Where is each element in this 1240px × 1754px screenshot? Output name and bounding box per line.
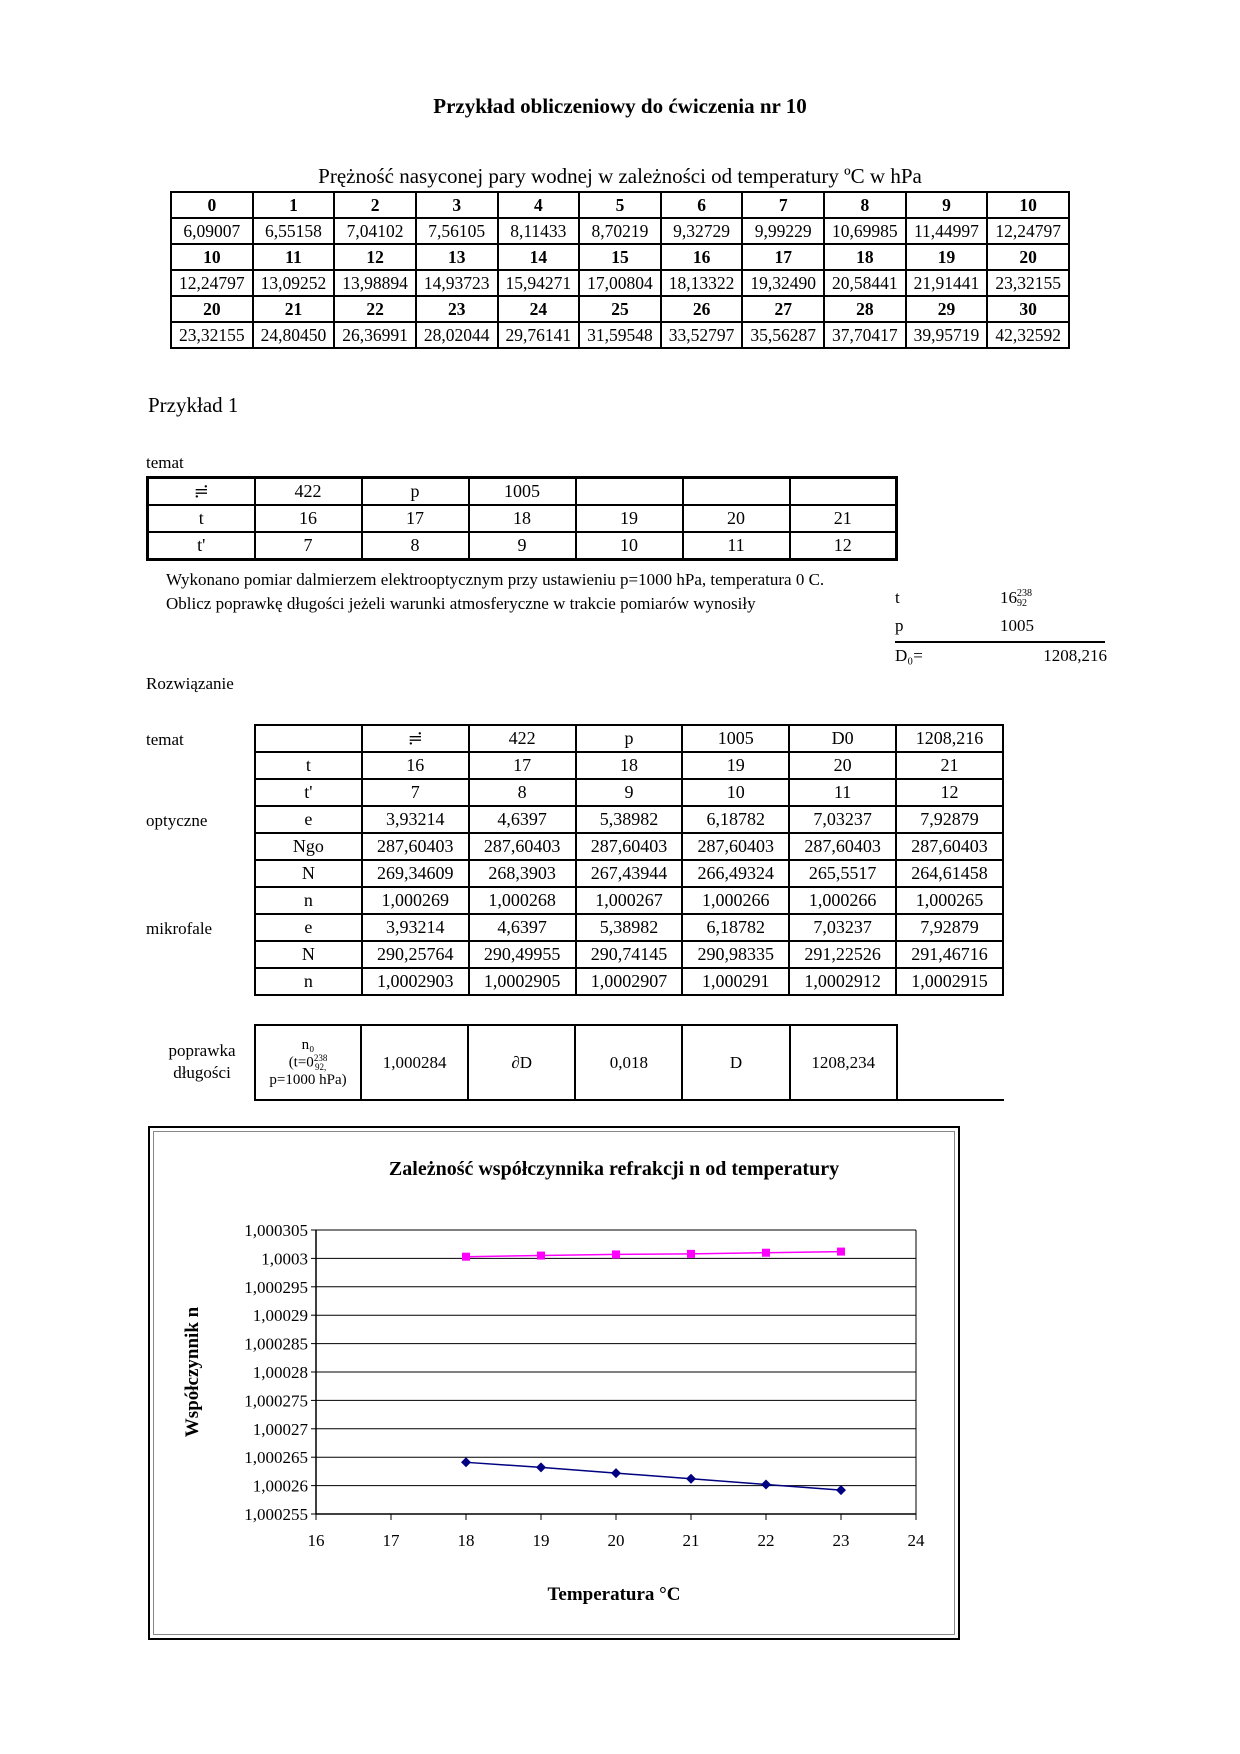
vapor-cell: 16 [661,244,743,270]
sol-cell: 7 [362,779,469,806]
sol-cell: n [255,887,362,914]
y-tick-label: 1,00027 [252,1419,308,1439]
ex1-cell: 7 [255,532,362,560]
ex1-row [148,478,897,506]
vapor-cell: 4 [498,192,580,218]
vapor-cell: 42,32592 [987,322,1069,348]
vapor-cell: 35,56287 [742,322,824,348]
sol-cell: p [576,725,683,752]
ex1-cell: p [362,478,469,506]
sol-cell: 5,38982 [576,914,683,941]
sol-cell: 1,0002912 [789,968,896,995]
sol-cell: 1,000268 [469,887,576,914]
x-axis-label: Temperatura °C [547,1584,681,1605]
vapor-cell: 6,55158 [253,218,335,244]
sol-cell: 4,6397 [469,806,576,833]
sol-cell: Ngo [255,833,362,860]
vapor-cell: 7 [742,192,824,218]
vapor-cell: 27 [742,296,824,322]
series-0-point [611,1468,621,1478]
side-d0-value: 1208,216 [1043,646,1107,665]
sol-cell: 8 [469,779,576,806]
vapor-cell: 20,58441 [824,270,906,296]
vapor-cell: 20 [987,244,1069,270]
poprawka-cell-n0-value: 1,000284 [361,1025,468,1100]
vapor-cell: 8,70219 [579,218,661,244]
sol-cell: 422 [469,725,576,752]
ex1-cell: 8 [362,532,469,560]
y-tick-label: 1,000285 [244,1334,308,1354]
y-tick-label: 1,000265 [244,1448,308,1468]
poprawka-cell-D-label: D [682,1025,789,1100]
sol-cell: 1208,216 [896,725,1003,752]
vapor-cell: 8,11433 [498,218,580,244]
sol-cell: 1,0002907 [576,968,683,995]
ex1-cell: 11 [683,532,790,560]
sol-cell: 1,000291 [682,968,789,995]
series-1-point [537,1252,545,1260]
vapor-cell: 11,44997 [906,218,988,244]
sol-cell: 12 [896,779,1003,806]
refraction-chart [150,1128,958,1638]
vapor-cell: 3 [416,192,498,218]
sol-cell: 6,18782 [682,914,789,941]
series-0-point [836,1485,846,1495]
ex1-row [148,532,897,560]
poprawka-cell-D-value: 1208,234 [790,1025,897,1100]
optyczne-label: optyczne [146,811,208,830]
series-1-line [466,1252,841,1257]
poprawka-table [254,1024,1004,1101]
ex1-cell: 20 [683,505,790,532]
sol-cell: 287,60403 [469,833,576,860]
y-tick-label: 1,00026 [252,1476,308,1496]
vapor-cell: 18 [824,244,906,270]
vapor-row [171,296,1069,322]
vapor-cell: 10 [171,244,253,270]
n0-cond1: (t=0 [288,1053,314,1070]
chart-title: Zależność współczynnika refrakcji n od temperatury [388,1158,840,1180]
vapor-cell: 6 [661,192,743,218]
vapor-cell: 19,32490 [742,270,824,296]
ex1-cell: 422 [255,478,362,506]
sol-row [255,887,1003,914]
sol-row [255,806,1003,833]
ex1-cell [576,478,683,506]
sol-cell: 4,6397 [469,914,576,941]
sol-row [255,860,1003,887]
vapor-cell: 24,80450 [253,322,335,348]
vapor-cell: 15 [579,244,661,270]
poprawka-label: poprawka długości [168,1041,236,1082]
sol-cell: 7,92879 [896,806,1003,833]
series-0-point [461,1457,471,1467]
side-p-value: 1005 [1000,616,1034,635]
sol-cell: 264,61458 [896,860,1003,887]
ex1-cell: 19 [576,505,683,532]
sol-cell: 1,000269 [362,887,469,914]
x-tick-label: 20 [607,1531,625,1550]
sol-cell: 287,60403 [682,833,789,860]
vapor-cell: 9,32729 [661,218,743,244]
sol-cell: N [255,860,362,887]
y-tick-label: 1,00029 [252,1306,308,1326]
vapor-cell: 9 [906,192,988,218]
series-0-point [686,1474,696,1484]
vapor-cell: 19 [906,244,988,270]
x-tick-label: 18 [457,1531,475,1550]
vapor-cell: 10 [987,192,1069,218]
vapor-row [171,270,1069,296]
sol-cell: 1,0002905 [469,968,576,995]
vapor-pressure-table [170,191,1070,349]
vapor-cell: 9,99229 [742,218,824,244]
vapor-cell: 7,04102 [334,218,416,244]
page-title: Przykład obliczeniowy do ćwiczenia nr 10 [433,94,807,118]
side-d0-label: D₀= [895,646,923,665]
ex1-cell: 1005 [469,478,576,506]
sol-cell: 267,43944 [576,860,683,887]
vapor-cell: 18,13322 [661,270,743,296]
sol-cell: N [255,941,362,968]
vapor-cell: 7,56105 [416,218,498,244]
sol-cell: 290,98335 [682,941,789,968]
sol-cell: 287,60403 [896,833,1003,860]
x-tick-label: 19 [532,1531,550,1550]
x-tick-label: 17 [382,1531,400,1550]
vapor-cell: 13,09252 [253,270,335,296]
sol-cell: 7,92879 [896,914,1003,941]
vapor-cell: 24 [498,296,580,322]
series-1-point [612,1250,620,1258]
side-underline [895,641,1105,643]
vapor-cell: 2 [334,192,416,218]
ex1-cell [790,478,897,506]
ex1-cell: 16 [255,505,362,532]
sol-row [255,752,1003,779]
sol-row [255,914,1003,941]
vapor-cell: 12,24797 [987,218,1069,244]
sol-cell: 18 [576,752,683,779]
sol-cell: e [255,806,362,833]
vapor-cell: 37,70417 [824,322,906,348]
vapor-cell: 30 [987,296,1069,322]
vapor-cell: 39,95719 [906,322,988,348]
n0-condition-1 [256,1054,360,1072]
vapor-cell: 14,93723 [416,270,498,296]
vapor-cell: 31,59548 [579,322,661,348]
ex1-cell: t [148,505,255,532]
sol-cell: 7,03237 [789,806,896,833]
ex1-cell: 10 [576,532,683,560]
example-heading: Przykład 1 [148,393,239,417]
sol-cell: 290,49955 [469,941,576,968]
vapor-cell: 17 [742,244,824,270]
n0-cell [255,1025,361,1100]
sol-cell: 268,3903 [469,860,576,887]
vapor-cell: 1 [253,192,335,218]
vapor-cell: 26,36991 [334,322,416,348]
x-tick-label: 22 [757,1531,775,1550]
sol-row [255,725,1003,752]
vapor-cell: 0 [171,192,253,218]
vapor-cell: 21,91441 [906,270,988,296]
vapor-cell: 23,32155 [171,322,253,348]
y-tick-label: 1,000305 [244,1221,308,1240]
example-input-table [146,476,898,561]
series-1-point [462,1253,470,1261]
example-paragraph: Wykonano pomiar dalmierzem elektrooptycznym przy ustawieniu p=1000 hPa, temperatura 0 C. Oblicz poprawkę długości jeżeli warunki atmosferyczne w trakcie pomiarów wynosiły [166,570,825,613]
sol-cell: 16 [362,752,469,779]
n0-sup: 238 [313,1052,328,1063]
sol-cell: 265,5517 [789,860,896,887]
vapor-cell: 26 [661,296,743,322]
sol-cell: e [255,914,362,941]
sol-cell: 287,60403 [362,833,469,860]
sol-row [255,941,1003,968]
ex1-cell: ≓ [148,478,255,506]
x-tick-label: 21 [682,1531,700,1550]
vapor-cell: 10,69985 [824,218,906,244]
vapor-cell: 23 [416,296,498,322]
vapor-row [171,244,1069,270]
y-tick-label: 1,0003 [261,1249,308,1269]
sol-cell: 20 [789,752,896,779]
poprawka-cell-dD-value: 0,018 [575,1025,682,1100]
vapor-cell: 23,32155 [987,270,1069,296]
sol-cell: 11 [789,779,896,806]
ex1-cell [683,478,790,506]
vapor-row [171,218,1069,244]
side-t-number: 16 [1000,588,1017,607]
sol-cell: 290,25764 [362,941,469,968]
sol-cell: 3,93214 [362,806,469,833]
sol-cell: 291,22526 [789,941,896,968]
series-0-point [761,1479,771,1489]
y-tick-label: 1,000295 [244,1277,308,1297]
mikrofale-label: mikrofale [146,919,213,938]
sol-cell: n [255,968,362,995]
side-t-label: t [895,588,900,607]
vapor-cell: 17,00804 [579,270,661,296]
sol-cell: 17 [469,752,576,779]
vapor-cell: 11 [253,244,335,270]
solution-heading: Rozwiązanie [146,674,234,693]
vapor-cell: 13 [416,244,498,270]
sol-cell: 10 [682,779,789,806]
chart-frame [148,1126,960,1640]
side-t-value [1000,588,1032,609]
sol-cell: t' [255,779,362,806]
x-tick-label: 24 [907,1531,925,1550]
sol-cell: 1,000266 [789,887,896,914]
vapor-cell: 28 [824,296,906,322]
sol-cell: 19 [682,752,789,779]
vapor-cell: 8 [824,192,906,218]
y-tick-label: 1,000275 [244,1391,308,1411]
x-tick-label: 23 [832,1531,850,1550]
solution-temat-label: temat [146,730,184,749]
sol-cell: t [255,752,362,779]
vapor-cell: 15,94271 [498,270,580,296]
sol-cell: D0 [789,725,896,752]
sol-cell: 290,74145 [576,941,683,968]
vapor-cell: 5 [579,192,661,218]
sol-cell: 9 [576,779,683,806]
vapor-cell: 12 [334,244,416,270]
sol-cell: 1,0002915 [896,968,1003,995]
n0-cond2: p=1000 hPa) [269,1071,347,1088]
series-0-point [536,1462,546,1472]
sol-cell: 269,34609 [362,860,469,887]
side-p-label: p [895,616,904,635]
sol-cell: 287,60403 [576,833,683,860]
sol-cell [255,725,362,752]
poprawka-cell-dD-label: ∂D [468,1025,575,1100]
vapor-cell: 25 [579,296,661,322]
sol-cell: ≓ [362,725,469,752]
vapor-table-caption: Prężność nasyconej pary wodnej w zależności od temperatury ºC w hPa [318,164,922,188]
vapor-cell: 28,02044 [416,322,498,348]
vapor-row [171,192,1069,218]
y-tick-label: 1,000255 [244,1505,308,1524]
example-temat-label: temat [146,453,184,472]
sol-row [255,968,1003,995]
sol-cell: 5,38982 [576,806,683,833]
series-1-point [687,1250,695,1258]
sol-cell: 1,000266 [682,887,789,914]
vapor-cell: 6,09007 [171,218,253,244]
ex1-row [148,505,897,532]
sol-row [255,833,1003,860]
sol-cell: 1005 [682,725,789,752]
n0-sub: 92, [314,1061,327,1072]
side-t-sub: 92 [1017,598,1027,610]
vapor-cell: 13,98894 [334,270,416,296]
side-t-sup: 238 [1017,588,1032,600]
sol-cell: 3,93214 [362,914,469,941]
sol-cell: 266,49324 [682,860,789,887]
vapor-cell: 33,52797 [661,322,743,348]
ex1-cell: 17 [362,505,469,532]
poprawka-cell-empty [897,1025,1004,1100]
y-axis-label: Współczynnik n [182,1306,203,1438]
sol-cell: 1,0002903 [362,968,469,995]
vapor-row [171,322,1069,348]
vapor-cell: 21 [253,296,335,322]
ex1-cell: 21 [790,505,897,532]
sol-cell: 1,000267 [576,887,683,914]
sol-cell: 287,60403 [789,833,896,860]
sol-cell: 21 [896,752,1003,779]
vapor-cell: 22 [334,296,416,322]
series-1-point [837,1248,845,1256]
sol-row [255,779,1003,806]
x-tick-label: 16 [307,1531,325,1550]
series-1-point [762,1249,770,1257]
ex1-cell: 12 [790,532,897,560]
vapor-cell: 29,76141 [498,322,580,348]
vapor-cell: 29 [906,296,988,322]
sol-cell: 6,18782 [682,806,789,833]
y-tick-label: 1,00028 [252,1363,308,1382]
solution-table [254,724,1004,996]
vapor-cell: 20 [171,296,253,322]
ex1-cell: 9 [469,532,576,560]
sol-cell: 7,03237 [789,914,896,941]
n0-label: n₀ [301,1036,315,1053]
vapor-cell: 12,24797 [171,270,253,296]
vapor-cell: 14 [498,244,580,270]
ex1-cell: 18 [469,505,576,532]
sol-cell: 1,000265 [896,887,1003,914]
ex1-cell: t' [148,532,255,560]
sol-cell: 291,46716 [896,941,1003,968]
